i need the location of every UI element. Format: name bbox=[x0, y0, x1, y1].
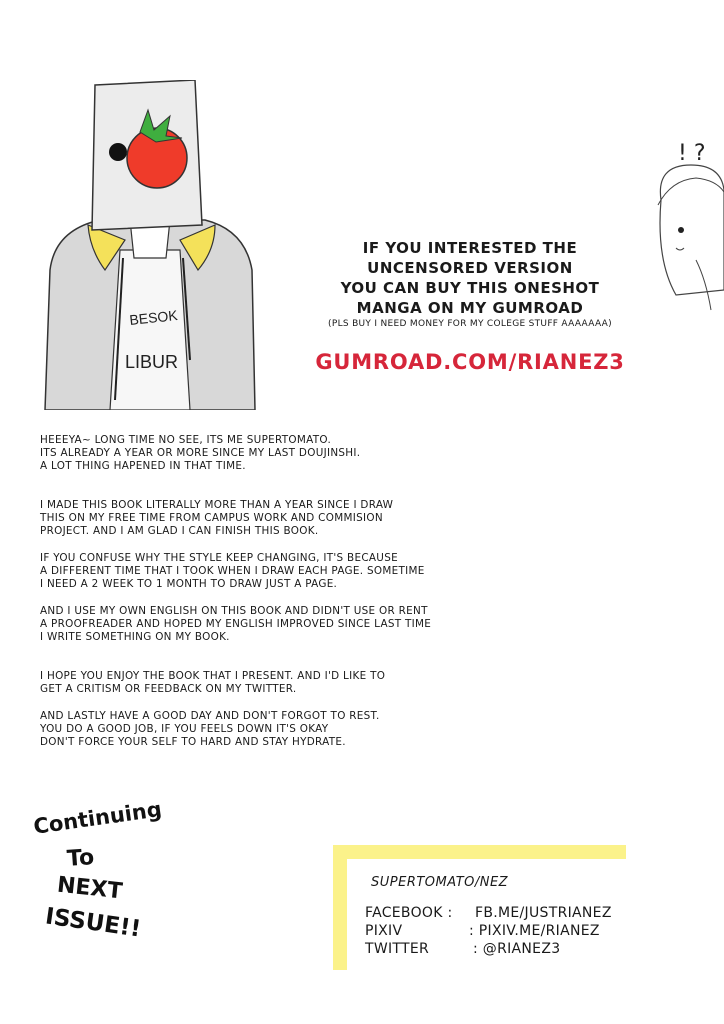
girl-eye bbox=[678, 227, 684, 233]
notes-line: ITS ALREADY A YEAR OR MORE SINCE MY LAST DOUJINSHI. bbox=[40, 447, 361, 459]
facebook-label: FACEBOOK : bbox=[365, 905, 453, 921]
eye-hole bbox=[109, 143, 127, 161]
promo-line: IF YOU INTERESTED THE bbox=[362, 239, 578, 257]
notes-paragraph bbox=[40, 434, 500, 473]
peeking-girl-illustration bbox=[636, 120, 724, 320]
promo-line: MANGA ON MY GUMROAD bbox=[356, 299, 584, 317]
notes-line: HEEEYA~ LONG TIME NO SEE, ITS ME SUPERTOMATO. bbox=[40, 434, 332, 446]
credits-accent-left bbox=[333, 845, 347, 970]
promo-line: YOU CAN BUY THIS ONESHOT bbox=[340, 279, 600, 297]
notes-line: YOU DO A GOOD JOB, IF YOU FEELS DOWN IT'S OKAY bbox=[40, 723, 329, 735]
notes-line: I MADE THIS BOOK LITERALLY MORE THAN A YEAR SINCE I DRAW bbox=[40, 499, 394, 511]
notes-paragraph bbox=[40, 499, 500, 538]
surprise-mark: ! ? bbox=[678, 141, 706, 166]
notes-line: AND LASTLY HAVE A GOOD DAY AND DON'T FORGOT TO REST. bbox=[40, 710, 380, 722]
notes-line: I WRITE SOMETHING ON MY BOOK. bbox=[40, 631, 230, 643]
continue-word: To bbox=[66, 845, 96, 872]
promo-block bbox=[300, 238, 640, 374]
shirt-text-top: BESOK bbox=[128, 307, 179, 328]
twitter-link[interactable]: : @RIANEZ3 bbox=[473, 941, 561, 957]
continue-word: Continuing bbox=[31, 797, 164, 839]
continue-word: ISSUE!! bbox=[43, 903, 143, 943]
continue-next-issue bbox=[25, 798, 185, 948]
notes-line: THIS ON MY FREE TIME FROM CAMPUS WORK AND COMMISION bbox=[40, 512, 383, 524]
gumroad-link[interactable]: GUMROAD.COM/RIANEZ3 bbox=[315, 350, 625, 374]
pixiv-link[interactable]: : PIXIV.ME/RIANEZ bbox=[469, 923, 600, 939]
pixiv-label: PIXIV bbox=[365, 923, 403, 939]
continue-word: NEXT bbox=[55, 872, 124, 905]
notes-paragraph bbox=[40, 670, 500, 696]
notes-line: I NEED A 2 WEEK TO 1 MONTH TO DRAW JUST A PAGE. bbox=[40, 578, 338, 590]
notes-line: A DIFFERENT TIME THAT I TOOK WHEN I DRAW EACH PAGE. SOMETIME bbox=[40, 565, 425, 577]
shirt-text-bottom: LIBUR bbox=[125, 352, 179, 372]
notes-paragraph bbox=[40, 710, 500, 749]
notes-line: A LOT THING HAPENED IN THAT TIME. bbox=[40, 460, 246, 472]
notes-line: A PROOFREADER AND HOPED MY ENGLISH IMPROVED SINCE LAST TIME bbox=[40, 618, 432, 630]
facebook-link[interactable]: FB.ME/JUSTRIANEZ bbox=[475, 905, 612, 921]
author-notes bbox=[40, 434, 500, 763]
notes-line: DON'T FORCE YOUR SELF TO HARD AND STAY HYDRATE. bbox=[40, 736, 346, 748]
credits-box bbox=[333, 845, 628, 970]
notes-line: PROJECT. AND I AM GLAD I CAN FINISH THIS BOOK. bbox=[40, 525, 319, 537]
notes-line: I HOPE YOU ENJOY THE BOOK THAT I PRESENT. AND I'D LIKE TO bbox=[40, 670, 386, 682]
notes-paragraph bbox=[40, 605, 500, 644]
notes-line: AND I USE MY OWN ENGLISH ON THIS BOOK AND DIDN'T USE OR RENT bbox=[40, 605, 428, 617]
credits-accent-top bbox=[333, 845, 626, 859]
notes-paragraph bbox=[40, 552, 500, 591]
twitter-label: TWITTER bbox=[365, 941, 430, 957]
artist-name: SUPERTOMATO/NEZ bbox=[371, 875, 509, 890]
promo-line: UNCENSORED VERSION bbox=[367, 259, 573, 277]
notes-line: IF YOU CONFUSE WHY THE STYLE KEEP CHANGING, IT'S BECAUSE bbox=[40, 552, 398, 564]
character-illustration bbox=[30, 80, 270, 410]
promo-aside: (PLS BUY I NEED MONEY FOR MY COLEGE STUFF AAAAAAA) bbox=[328, 319, 612, 329]
notes-line: GET A CRITISM OR FEEDBACK ON MY TWITTER. bbox=[40, 683, 297, 695]
